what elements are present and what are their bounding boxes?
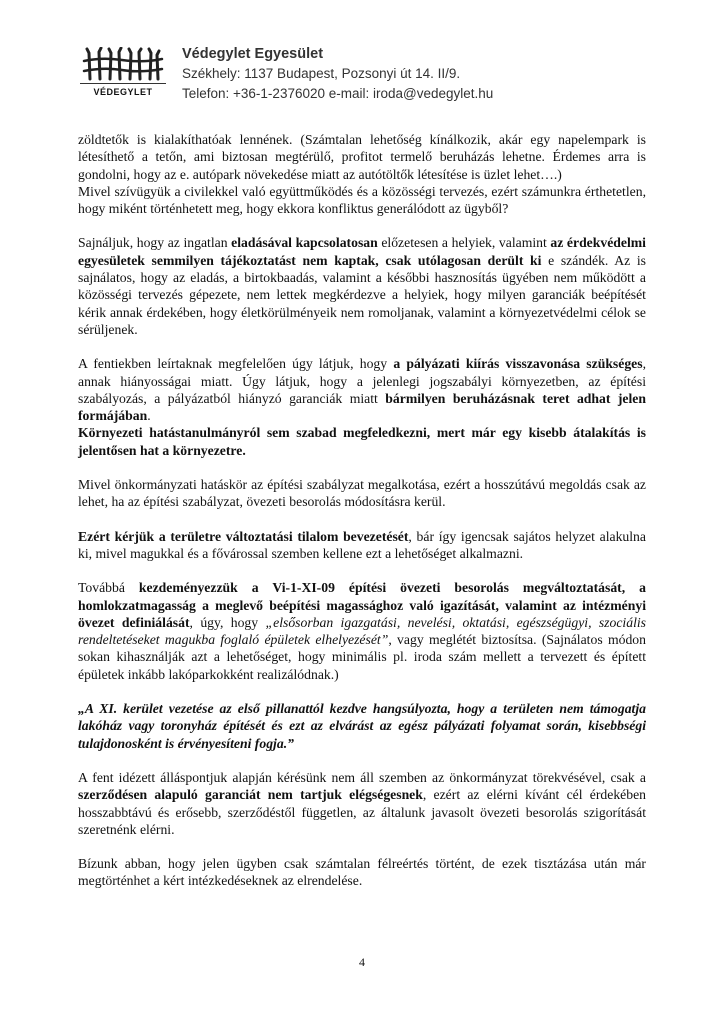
- letterhead: [78, 45, 658, 107]
- paragraph: A fentiekben leírtaknak megfelelően úgy látjuk, hogy a pályázati kiírás visszavonása szükséges, annak hiányosságai miatt. Úgy látjuk, hogy a jelenlegi jogszabályi környezetben, az építési szabályozás, a pályázatból hiányzó garanciák miatt bármilyen beruházásnak teret adhat jelen formájában.: [78, 356, 647, 424]
- paragraph: A fent idézett álláspontjuk alapján kérésünk nem áll szemben az önkormányzat törekvésével, csak a szerződésen alapuló garanciát nem tartjuk elégségesnek, ezért az elérni kívánt cél érdekében hosszabbtávú és erősebb, szerződéstől független, az általunk javasolt övezeti besorolás szigorítását szeretnénk elérni.: [78, 769, 647, 837]
- paragraph: Mivel szívügyük a civilekkel való együttműködés és a közösségi tervezés, ezért számunkra érthetetlen, hogy miként történhetett meg, hogy ekkora konfliktus generálódott az ügyből?: [78, 183, 646, 217]
- page-number: 4: [359, 955, 365, 969]
- paragraph: Bízunk abban, hogy jelen ügyben csak számtalan félreértés történt, de ezek tisztázása után már megtörténhet a kért intézkedéseknek az elrendelése.: [78, 856, 646, 889]
- letter-body: [78, 131, 646, 907]
- paragraph: zöldtetők is kialakíthatóak lennének. (Számtalan lehetőség kínálkozik, akár egy napelempark is létesíthető a tetőn, ami biztosan megtérülő, profitot termelő beruházás lehetne. Érdemes arra is gondolni, hogy az e. autópark növekedése miatt az autótöltők létesítése is üzlet lehet….): [78, 132, 646, 182]
- quoted-statement: „A XI. kerület vezetése az első pillanattól kezdve hangsúlyozta, hogy a területen nem támogatja lakóház vagy toronyház építését és ezt az elvárást az egész pályázati folyamat során, kisebbségi tulajdonosként is érvényesíteni fogja.”: [78, 701, 646, 751]
- logo-text: VÉDEGYLET: [93, 87, 153, 97]
- paragraph: Továbbá kezdeményezzük a Vi-1-XI-09 építési övezeti besorolás megváltoztatását, a homlokzatmagasság a meglevő beépítési magassághoz való igazítását, valamint az intézményi övezet definiálását, úgy, hogy „elsősorban igazgatási, nevelési, oktatási, egészségügyi, szociális rendeltetéseket magukba foglaló épületek elhelyezését”, vagy meglétét biztosítsa. (Sajnálatos módon sokan kihasználják azt a lehetőséget, hogy minimális pl. iroda szám mellett a tervezett és épített épületek inkább lakóparkokként realizálódnak.): [78, 580, 647, 682]
- organization-info: [182, 45, 493, 104]
- paragraph: Ezért kérjük a területre változtatási tilalom bevezetését, bár így igencsak sajátos helyzet alakulna ki, mivel magukkal és a fővárossal szemben kellene ezt a lehetőséget alkalmazni.: [78, 528, 646, 561]
- paragraph: Környezeti hatástanulmányról sem szabad megfeledkezni, mert már egy kisebb átalakítás is jelentősen hat a környezetre.: [78, 425, 646, 458]
- fence-logo-icon: [82, 47, 164, 81]
- organization-name: Védegylet Egyesület: [182, 46, 324, 62]
- organization-address: Székhely: 1137 Budapest, Pozsonyi út 14. II/9.: [182, 66, 461, 81]
- organization-contact: Telefon: +36-1-2376020 e-mail: iroda@vedegylet.hu: [182, 86, 494, 101]
- logo-divider: [80, 83, 166, 84]
- paragraph: Mivel önkormányzati hatáskör az építési szabályzat megalkotása, ezért a hosszútávú megoldás csak az lehet, ha az építési szabályzat, övezeti besorolás módosításra kerül.: [78, 477, 646, 510]
- logo: [78, 45, 168, 103]
- paragraph: Sajnáljuk, hogy az ingatlan eladásával kapcsolatosan előzetesen a helyiek, valamint az érdekvédelmi egyesületek semmilyen tájékoztatást nem kaptak, csak utólagosan derült ki e szándék. Az is sajnálatos, hogy az eladás, a birtokbaadás, valamint a későbbi hasznosítás ügyében nem működött a közösségi tervezés gépezete, nem lettek megkérdezve a helyiek, hogy milyen garanciák beépítését kérik annak érdekében, hogy életkörülményeik nem romoljanak, valamint a környezetvédelmi célok se sérüljenek.: [78, 235, 646, 337]
